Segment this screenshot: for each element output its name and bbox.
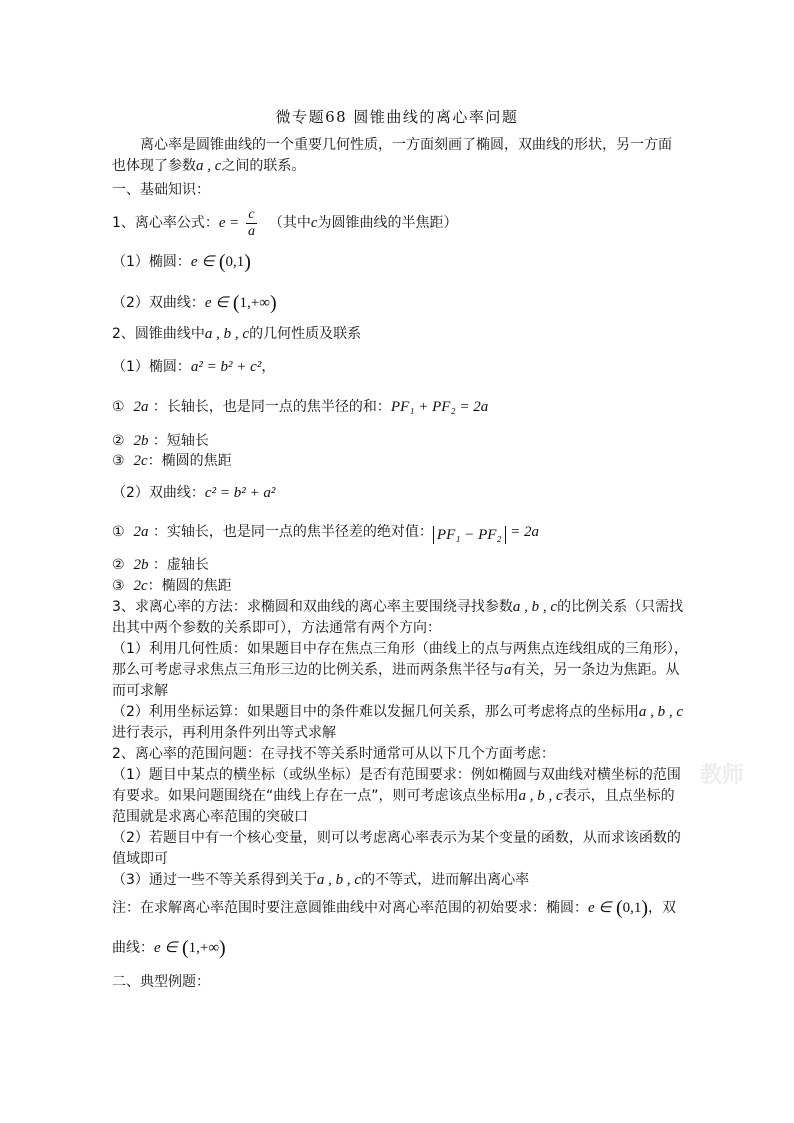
paren-right: ) <box>269 292 277 314</box>
math-expr: e ∈ <box>190 254 215 270</box>
range2-line-1: （2）若题目中有一个核心变量，则可以考虑离心率表示为某个变量的函数，从而求该函数的 <box>112 830 681 846</box>
item2-text: 2、圆锥曲线中 <box>112 326 205 342</box>
ellipse-range-line <box>112 253 687 272</box>
fraction <box>246 207 257 240</box>
intro-line-1: 离心率是圆锥曲线的一个重要几何性质，一方面刻画了椭圆，双曲线的形状，另一方面 <box>140 137 672 153</box>
math-vars: a , c <box>196 158 222 174</box>
item2-line <box>112 325 687 344</box>
method1-line-3: 而可求解 <box>112 683 168 699</box>
hyperbola-range-label: （2）双曲线： <box>112 295 205 311</box>
method2-text: （2）利用坐标运算：如果题目中的条件难以发掘几何关系，那么可考虑将点的坐标用 <box>112 704 639 720</box>
note-text: 注：在求解离心率范围时要注意圆锥曲线中对离心率范围的初始要求：椭圆： <box>112 900 588 916</box>
range1-line-3: 范围就是求离心率范围的突破口 <box>112 809 308 825</box>
range1-line-2 <box>112 787 687 806</box>
method1-text: 有关，另一条边为焦距。从 <box>511 662 680 678</box>
circled-number: ① <box>112 524 125 540</box>
page-title: 微专题68 圆锥曲线的离心率问题 <box>275 108 519 126</box>
absolute-value: PF₁ − PF₂ <box>433 526 506 544</box>
intro-text: 也体现了参数 <box>112 158 196 174</box>
property-text: ：虚轴长 <box>152 557 209 573</box>
fraction-numerator: c <box>246 207 257 224</box>
math-var: 2a <box>133 399 149 415</box>
note-text: 曲线： <box>112 940 154 956</box>
formula-note: （其中 <box>268 215 311 231</box>
ellipse-relation-line <box>112 358 687 377</box>
section-heading-basics: 一、基础知识： <box>112 182 210 198</box>
math-expr: e ∈ <box>154 940 178 956</box>
math-vars: a , b , c <box>316 872 362 888</box>
range3-text: （3）通过一些不等关系得到关于 <box>112 872 317 888</box>
math-expr: c² = b² + a² <box>204 485 276 501</box>
range3-line <box>112 871 687 890</box>
watermark: 教师 <box>700 763 745 788</box>
method1-line-1: （1）利用几何性质：如果题目中存在焦点三角形（曲线上的点与两焦点连线组成的三角形）， <box>112 641 688 657</box>
math-expr: e ∈ <box>588 900 612 916</box>
method1-line-2 <box>112 661 687 680</box>
math-interval: 1,+∞ <box>239 295 270 311</box>
fraction-denominator: a <box>247 223 255 239</box>
hyperbola-property-1 <box>112 523 687 544</box>
math-var: 2c <box>133 578 148 594</box>
circled-number: ② <box>112 433 125 449</box>
formula-label: 1、离心率公式： <box>112 215 219 231</box>
paren-right: ) <box>244 251 251 273</box>
property-text: ：实轴长，也是同一点的焦半径差的绝对值： <box>152 524 433 540</box>
hyperbola-range-line <box>112 294 687 313</box>
item3-text: 3、求离心率的方法：求椭圆和双曲线的离心率主要围绕寻找参数 <box>112 599 513 615</box>
circled-number: ③ <box>112 578 125 594</box>
ellipse-property-1 <box>112 398 687 417</box>
property-text: ：椭圆的焦距 <box>147 453 232 469</box>
math-interval: 0,1 <box>622 900 642 916</box>
math-vars: a , b , c <box>512 599 558 615</box>
math-e: e <box>218 215 226 231</box>
item3-line-1 <box>112 598 687 617</box>
circled-number: ① <box>112 399 125 415</box>
intro-line-2 <box>112 157 687 176</box>
paren-left: ( <box>181 937 189 959</box>
paren-right: ) <box>219 937 226 959</box>
item3-text: 的比例关系（只需找 <box>557 599 684 615</box>
ellipse-property-3 <box>112 452 687 471</box>
ellipse-property-2 <box>112 432 687 451</box>
math-equals: = <box>230 215 239 231</box>
paren-left: ( <box>232 292 240 314</box>
hyperbola-relation-line <box>112 484 687 503</box>
intro-text: 之间的联系。 <box>221 158 306 174</box>
property-text: ：椭圆的焦距 <box>147 578 232 594</box>
item3-line-2: 出其中两个参数的关系即可），方法通常有两个方向： <box>112 620 441 636</box>
formula-line <box>112 205 687 241</box>
method2-line-2: 进行表示，再利用条件列出等式求解 <box>112 725 336 741</box>
note-line-2 <box>112 939 687 958</box>
hyperbola-relation-label: （2）双曲线： <box>112 485 205 501</box>
range-heading: 2、离心率的范围问题：在寻找不等关系时通常可从以下几个方面考虑： <box>112 746 555 762</box>
math-var: 2a <box>133 524 149 540</box>
math-vars: a , b , c <box>204 326 250 342</box>
method2-line-1 <box>112 703 687 722</box>
math-var: 2b <box>133 557 149 573</box>
math-interval: 1,+∞ <box>188 940 220 956</box>
item2-text: 的几何性质及联系 <box>249 326 362 342</box>
paren-left: ( <box>218 251 226 273</box>
math-vars: a , b , c <box>638 704 684 720</box>
math-vars: a , b , c <box>518 788 563 804</box>
note-text: ，双 <box>648 900 677 916</box>
math-expr: e ∈ <box>204 295 229 311</box>
range1-text: 有要求。如果问题围绕在“曲线上存在一点”，则可考虑该点坐标用 <box>112 788 519 804</box>
circled-number: ③ <box>112 453 125 469</box>
math-expr: = 2a <box>510 524 539 540</box>
hyperbola-property-3 <box>112 577 687 596</box>
math-interval: 0,1 <box>225 254 245 270</box>
math-var: 2b <box>133 433 149 449</box>
range1-text: 表示，且点坐标的 <box>562 788 675 804</box>
math-var: 2c <box>133 453 148 469</box>
circled-number: ② <box>112 557 125 573</box>
paren-left: ( <box>615 897 623 919</box>
property-text: ：长轴长，也是同一点的焦半径的和： <box>152 399 391 415</box>
paren-right: ) <box>641 897 649 919</box>
range1-line-1: （1）题目中某点的横坐标（或纵坐标）是否有范围要求：例如椭圆与双曲线对横坐标的范围 <box>112 767 681 783</box>
math-expr: PF₁ + PF₂ = 2a <box>390 399 489 415</box>
punct: ， <box>261 359 276 375</box>
formula-note: 为圆锥曲线的半焦距） <box>317 215 458 231</box>
range3-text: 的不等式，进而解出离心率 <box>361 872 530 888</box>
ellipse-relation-label: （1）椭圆： <box>112 359 191 375</box>
range2-line-2: 值域即可 <box>112 851 168 867</box>
math-expr: a² = b² + c² <box>190 359 262 375</box>
math-var: a <box>504 662 512 678</box>
section-heading-examples: 二、典型例题： <box>112 974 210 990</box>
property-text: ：短轴长 <box>152 433 209 449</box>
note-line-1 <box>112 899 687 918</box>
ellipse-range-label: （1）椭圆： <box>112 254 191 270</box>
method1-text: 那么可考虑寻求焦点三角形三边的比例关系，进而两条焦半径与 <box>112 662 504 678</box>
math-c: c <box>310 215 318 231</box>
hyperbola-property-2 <box>112 556 687 575</box>
